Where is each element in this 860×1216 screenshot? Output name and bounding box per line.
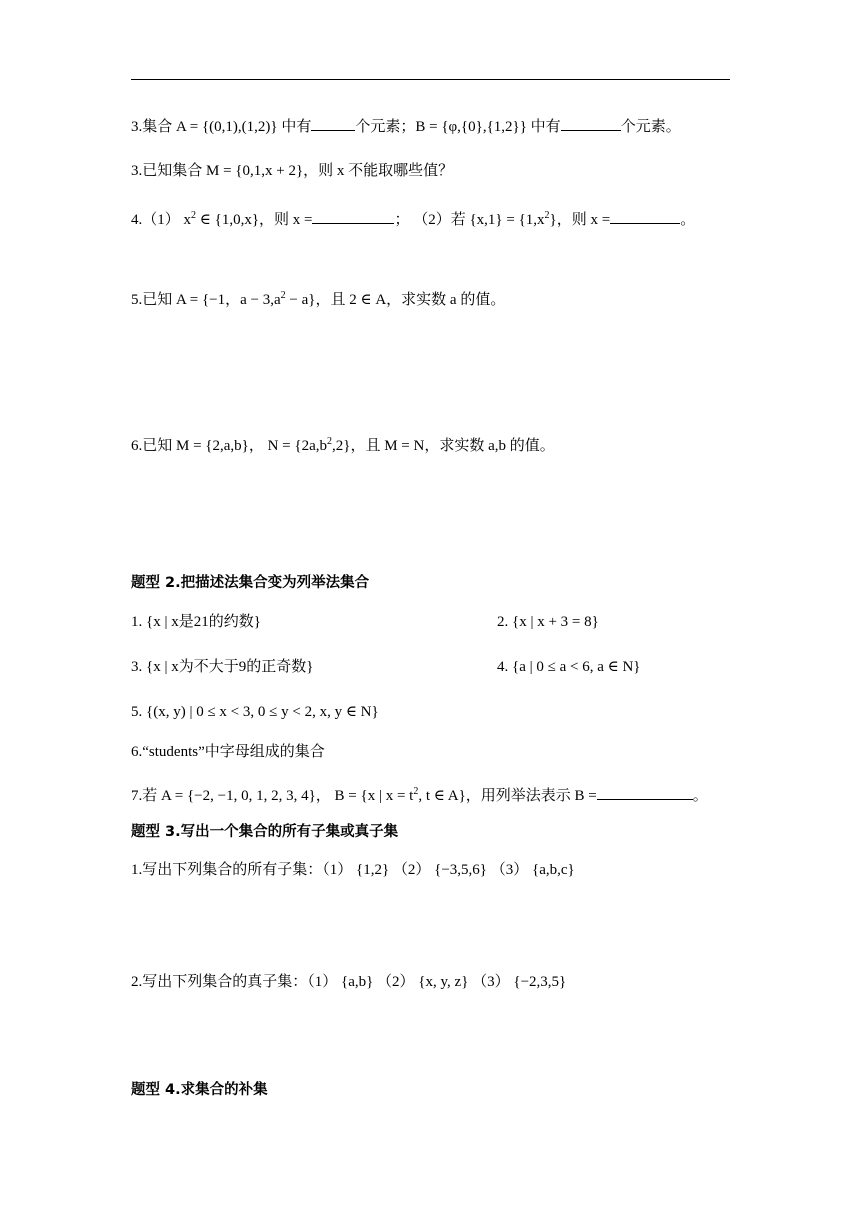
q6-text: 6.已知 M = {2,a,b}， N = {2a,b xyxy=(131,438,328,454)
answer-blank xyxy=(610,209,680,224)
header-rule xyxy=(131,79,730,80)
section-heading-3: 题型 3.写出一个集合的所有子集或真子集 xyxy=(131,824,399,840)
list-item xyxy=(131,782,708,806)
question-5 xyxy=(131,286,505,310)
answer-blank xyxy=(597,785,693,800)
question-3a xyxy=(131,116,681,137)
q5-text: 5.已知 A = {−1，a − 3,a xyxy=(131,292,281,308)
list-item: 1. {x | x是21的约数} xyxy=(131,614,261,630)
q4-text: 。 xyxy=(680,212,696,228)
i7-text: 7.若 A = {−2, −1, 0, 1, 2, 3, 4}， B = {x | x = t xyxy=(131,788,414,804)
question-subsets: 1.写出下列集合的所有子集：（1） {1,2} （2） {−3,5,6} （3） {a,b,c} xyxy=(131,862,575,878)
q4-text: }，则 x = xyxy=(549,212,611,228)
q4-text: ∈ {1,0,x}，则 x = xyxy=(196,212,313,228)
q4-text: ； （2）若 {x,1} = {1,x xyxy=(394,212,545,228)
question-proper-subsets: 2.写出下列集合的真子集：（1） {a,b} （2） {x, y, z} （3） {−2,3,5} xyxy=(131,974,567,990)
exponent: 2 xyxy=(327,436,333,447)
answer-blank xyxy=(561,116,621,131)
question-3b: 3.已知集合 M = {0,1,x + 2}，则 x 不能取哪些值？ xyxy=(131,163,454,179)
q4-text: 4.（1） x xyxy=(131,212,192,228)
q6-text: ,2}，且 M = N，求实数 a,b 的值。 xyxy=(332,438,555,454)
question-3a-text-mid: 个元素；B = {φ,{0},{1,2}} 中有 xyxy=(355,119,561,135)
list-item: 2. {x | x + 3 = 8} xyxy=(497,614,599,630)
question-6 xyxy=(131,432,555,456)
question-3a-text-end: 个元素。 xyxy=(620,119,681,135)
answer-blank xyxy=(311,116,355,131)
answer-blank xyxy=(312,209,394,224)
list-item: 4. {a | 0 ≤ a < 6, a ∈ N} xyxy=(497,659,641,675)
exponent: 2 xyxy=(413,786,419,797)
exponent: 2 xyxy=(280,290,286,301)
i7-text: 。 xyxy=(692,788,708,804)
section-heading-2: 题型 2.把描述法集合变为列举法集合 xyxy=(131,575,370,591)
q5-text: − a}，且 2 ∈ A，求实数 a 的值。 xyxy=(285,292,506,308)
list-item: 5. {(x, y) | 0 ≤ x < 3, 0 ≤ y < 2, x, y ∈ N} xyxy=(131,704,379,720)
exponent: 2 xyxy=(191,210,197,221)
i7-text: , t ∈ A}，用列举法表示 B = xyxy=(418,788,597,804)
question-3a-text: 3.集合 A = {(0,1),(1,2)} 中有 xyxy=(131,119,312,135)
section-heading-4: 题型 4.求集合的补集 xyxy=(131,1082,268,1098)
question-4 xyxy=(131,206,695,230)
list-item: 3. {x | x为不大于9的正奇数} xyxy=(131,659,314,675)
list-item: 6.“students”中字母组成的集合 xyxy=(131,744,325,760)
exponent: 2 xyxy=(544,210,550,221)
